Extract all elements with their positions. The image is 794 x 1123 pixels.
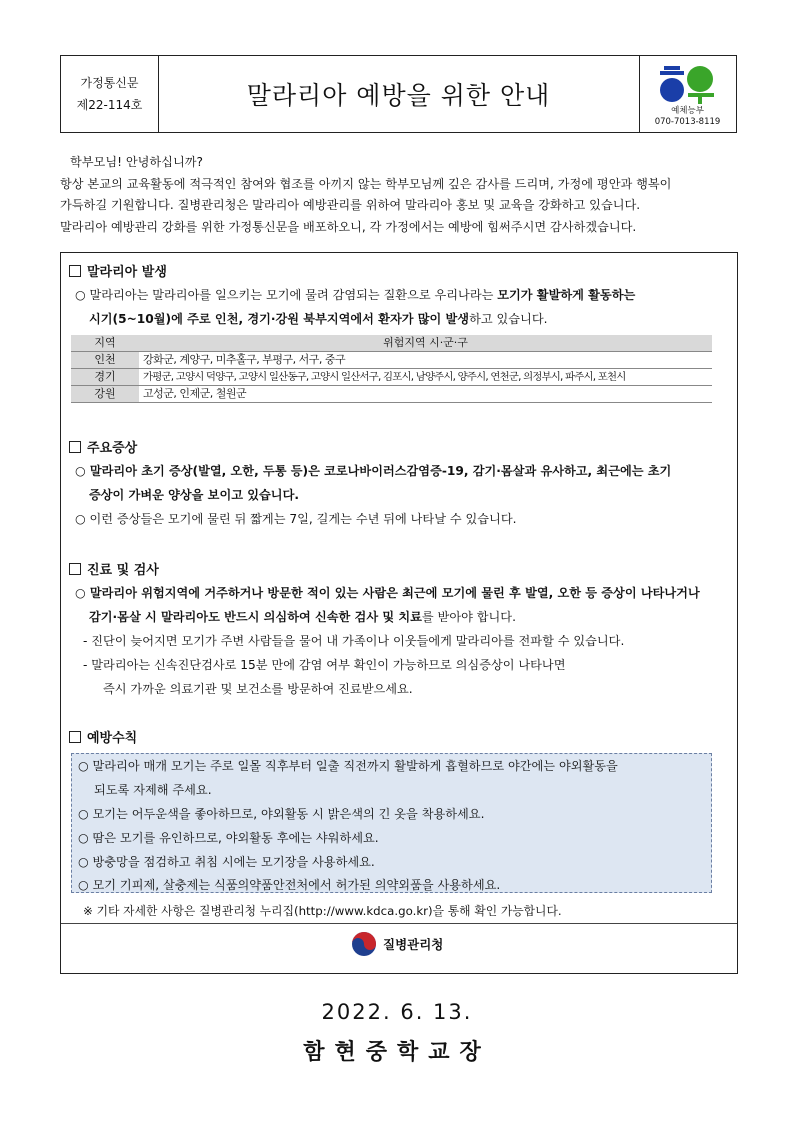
checkbox-square-icon (69, 265, 81, 277)
checkbox-square-icon (69, 441, 81, 453)
taegeuk-icon (351, 931, 377, 957)
agency-logo (351, 931, 443, 957)
list-item: ○ 모기는 어두운색을 좋아하므로, 야외활동 시 밝은색의 긴 옷을 착용하세요. (78, 807, 485, 821)
section-title-symptoms: 주요증상 (69, 437, 137, 456)
checkbox-square-icon (69, 731, 81, 743)
table-header: 위험지역 시·군·구 (139, 335, 712, 352)
risk-region-table (71, 335, 712, 403)
list-item: ○ 방충망을 점검하고 취침 시에는 모기장을 사용하세요. (78, 855, 375, 869)
doc-info (61, 56, 159, 132)
list-item: ○ 모기 기피제, 살충제는 식품의약품안전처에서 허가된 의약외품을 사용하세요. (78, 878, 501, 892)
table-row: 강원 고성군, 인제군, 철원군 (71, 386, 712, 403)
intro-line: 가득하길 기원합니다. 질병관리청은 말라리아 예방관리를 위하여 말라리아 홍보 및 교육을 강화하고 있습니다. (60, 198, 641, 212)
section-title-occurrence: 말라리아 발생 (69, 261, 167, 280)
school-logo-icon (658, 64, 718, 104)
list-item: ○ 땀은 모기를 유인하므로, 야외활동 후에는 샤워하세요. (78, 831, 379, 845)
table-header: 지역 (71, 335, 139, 352)
issue-date: 2022. 6. 13. (321, 1000, 473, 1024)
table-row: 경기 가평군, 고양시 덕양구, 고양시 일산동구, 고양시 일산서구, 김포시, 남양주시, 양주시, 연천군, 의정부시, 파주시, 포천시 (71, 369, 712, 386)
prevention-list (71, 753, 712, 893)
intro-line: 항상 본교의 교육활동에 적극적인 참여와 협조를 아끼지 않는 학부모님께 깊은 감사를 드리며, 가정에 평안과 행복이 (60, 176, 672, 191)
doc-type: 가정통신문 (80, 76, 139, 90)
checkbox-square-icon (69, 563, 81, 575)
school-logo-cell (639, 56, 736, 132)
page-title: 말라리아 예방을 위한 안내 (158, 56, 640, 132)
section-title-diagnosis: 진료 및 검사 (69, 559, 159, 578)
principal-signature: 함현중학교장 (303, 1040, 491, 1065)
agency-name: 질병관리청 (383, 937, 444, 952)
school-contact (639, 106, 736, 128)
diagnosis-paragraph: ○ 말라리아 위험지역에 거주하거나 방문한 적이 있는 사람은 최근에 모기에 물린 후 발열, 오한 등 증상이 나타나거나 감기·몸살 시 말라리아도 반드시 의심하여 신속한 검사 및 치료를 받아야 합니다. - 진단이 늦어지면 모기가 주변 사람들을 물어 내 가족이나 이웃들에게 말라리아를 전파할 수 있습니다. - 말라리아는 신속진단검사로 15분 만에 감염 여부 확인이 가능하므로 의심증상이 나타나면 즉시 가까운 의료기관 및 보건소를 방문하여 진료받으세요. (75, 586, 700, 696)
symptoms-paragraph: ○ 말라리아 초기 증상(발열, 오한, 두통 등)은 코로나바이러스감염증-19, 감기·몸살과 유사하고, 최근에는 초기 증상이 가벼운 양상을 보이고 있습니다. ○ 이런 증상들은 모기에 물린 뒤 짧게는 7일, 길게는 수년 뒤에 나타날 수 있습니다. (75, 464, 672, 526)
table-row: 인천 강화군, 계양구, 미추홀구, 부평구, 서구, 중구 (71, 352, 712, 369)
section-title-prevention: 예방수칙 (69, 727, 137, 746)
list-item: 되도록 자제해 주세요. (94, 783, 212, 797)
intro-text (60, 152, 740, 238)
school-phone: 070-7013-8119 (654, 117, 721, 127)
intro-line: 말라리아 예방관리 강화를 위한 가정통신문을 배포하오니, 각 가정에서는 예방에 힘써주시면 감사하겠습니다. (60, 219, 637, 234)
letter-header (60, 55, 737, 133)
occurrence-paragraph: ○ 말라리아는 말라리아를 일으키는 모기에 물려 감염되는 질환으로 우리나라는 모기가 활발하게 활동하는 시기(5~10월)에 주로 인천, 경기·강원 북부지역에서 환자가 많이 발생하고 있습니다. (75, 288, 636, 326)
divider (61, 923, 737, 924)
school-motto: 예체능부 (671, 106, 704, 116)
content-box (60, 252, 738, 974)
reference-note: ※ 기타 자세한 사항은 질병관리청 누리집(http://www.kdca.go.kr)을 통해 확인 가능합니다. (83, 904, 562, 918)
list-item: ○ 말라리아 매개 모기는 주로 일몰 직후부터 일출 직전까지 활발하게 흡혈하므로 야간에는 야외활동을 (78, 759, 618, 773)
greeting: 학부모님! 안녕하십니까? (70, 155, 203, 169)
doc-number: 제22-114호 (76, 98, 143, 112)
